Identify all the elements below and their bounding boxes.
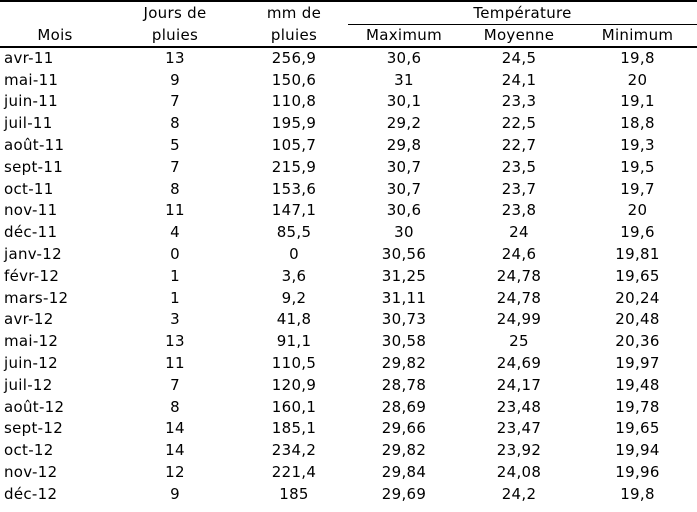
cell-temp-moyenne: 23,7 [501, 179, 537, 198]
cell-mm-pluies: 147,1 [271, 201, 317, 220]
cell-mois: nov-12 [4, 463, 58, 482]
cell-temp-moyenne: 24,2 [501, 484, 537, 503]
header-maximum: Maximum [348, 24, 460, 47]
cell-temp-maximum: 30,6 [386, 49, 422, 68]
cell-temp-minimum: 19,7 [620, 179, 655, 198]
cell-temp-minimum: 20,36 [615, 332, 660, 351]
cell-jours-pluies: 5 [170, 136, 180, 155]
cell-jours-pluies: 1 [170, 288, 180, 307]
table-row [0, 352, 697, 374]
cell-mm-pluies: 105,7 [271, 136, 317, 155]
cell-temp-minimum: 19,65 [615, 266, 660, 285]
cell-temp-maximum: 30,56 [381, 245, 427, 264]
cell-mm-pluies: 110,8 [271, 92, 317, 111]
cell-jours-pluies: 14 [165, 441, 185, 460]
cell-jours-pluies: 7 [170, 92, 180, 111]
cell-temp-minimum: 19,78 [615, 397, 660, 416]
cell-temp-minimum: 20 [627, 201, 648, 220]
cell-mois: mars-12 [4, 288, 69, 307]
cell-mm-pluies: 0 [289, 245, 299, 264]
cell-jours-pluies: 9 [170, 70, 180, 89]
cell-jours-pluies: 14 [165, 419, 185, 438]
cell-temp-moyenne: 23,92 [496, 441, 542, 460]
header-row-bottom [0, 24, 697, 47]
table-row [0, 156, 697, 178]
table-row [0, 439, 697, 461]
cell-temp-minimum: 19,5 [620, 157, 655, 176]
cell-temp-maximum: 29,69 [381, 484, 427, 503]
cell-temp-moyenne: 24,78 [496, 266, 542, 285]
cell-mm-pluies: 91,1 [276, 332, 312, 351]
table-row [0, 91, 697, 113]
cell-mm-pluies: 215,9 [271, 157, 317, 176]
cell-mm-pluies: 85,5 [276, 223, 312, 242]
header-row-top [0, 1, 697, 24]
cell-temp-moyenne: 24,17 [496, 375, 542, 394]
cell-mm-pluies: 41,8 [276, 310, 312, 329]
cell-temp-maximum: 29,66 [381, 419, 427, 438]
cell-mm-pluies: 9,2 [281, 288, 307, 307]
cell-jours-pluies: 0 [170, 245, 180, 264]
cell-temp-maximum: 29,82 [381, 441, 427, 460]
table-row [0, 112, 697, 134]
cell-mois: févr-12 [4, 266, 60, 285]
cell-temp-maximum: 30 [394, 223, 414, 242]
cell-jours-pluies: 8 [170, 114, 180, 133]
header-mm-pluies: pluies [240, 24, 348, 47]
table-row [0, 178, 697, 200]
header-jours-pluies: pluies [110, 24, 240, 47]
cell-temp-maximum: 29,2 [386, 114, 422, 133]
table-row [0, 243, 697, 265]
header-temperature: Température [348, 1, 697, 24]
cell-temp-maximum: 30,1 [386, 92, 422, 111]
cell-mm-pluies: 234,2 [271, 441, 317, 460]
cell-mm-pluies: 160,1 [271, 397, 317, 416]
cell-temp-minimum: 19,6 [620, 223, 655, 242]
cell-temp-minimum: 19,94 [615, 441, 660, 460]
cell-temp-moyenne: 23,47 [496, 419, 542, 438]
cell-temp-minimum: 19,97 [615, 354, 660, 373]
table-row [0, 461, 697, 483]
cell-temp-maximum: 28,78 [381, 375, 427, 394]
cell-temp-maximum: 30,7 [386, 157, 422, 176]
cell-mm-pluies: 120,9 [271, 375, 317, 394]
table-row [0, 330, 697, 352]
cell-temp-minimum: 19,3 [620, 136, 655, 155]
cell-mois: nov-11 [4, 201, 58, 220]
cell-mm-pluies: 185 [279, 484, 309, 503]
table-body [0, 47, 697, 505]
table-row [0, 265, 697, 287]
cell-temp-minimum: 20 [627, 70, 648, 89]
table-row [0, 69, 697, 91]
table-row [0, 200, 697, 222]
table-row [0, 309, 697, 331]
cell-jours-pluies: 12 [165, 463, 185, 482]
cell-temp-moyenne: 23,3 [501, 92, 537, 111]
cell-mm-pluies: 150,6 [271, 70, 317, 89]
cell-mm-pluies: 3,6 [281, 266, 307, 285]
cell-mois: oct-11 [4, 179, 54, 198]
cell-jours-pluies: 11 [165, 201, 185, 220]
cell-temp-moyenne: 24,08 [496, 463, 542, 482]
cell-temp-minimum: 19,81 [615, 245, 660, 264]
cell-jours-pluies: 13 [165, 49, 185, 68]
cell-mois: août-12 [4, 397, 65, 416]
cell-temp-moyenne: 24,6 [501, 245, 537, 264]
cell-mois: juin-12 [4, 354, 58, 373]
cell-temp-moyenne: 22,7 [501, 136, 537, 155]
cell-temp-moyenne: 24 [509, 223, 529, 242]
header-minimum: Minimum [578, 24, 697, 47]
table-row [0, 47, 697, 69]
cell-mm-pluies: 221,4 [271, 463, 317, 482]
cell-mois: mai-12 [4, 332, 59, 351]
cell-temp-minimum: 19,8 [620, 49, 655, 68]
cell-temp-minimum: 19,1 [620, 92, 655, 111]
cell-temp-minimum: 19,65 [615, 419, 660, 438]
cell-temp-maximum: 29,8 [386, 136, 422, 155]
cell-temp-moyenne: 24,1 [501, 70, 537, 89]
cell-jours-pluies: 7 [170, 375, 180, 394]
cell-temp-maximum: 29,84 [381, 463, 427, 482]
header-moyenne: Moyenne [460, 24, 578, 47]
cell-temp-moyenne: 24,78 [496, 288, 542, 307]
cell-mois: mai-11 [4, 70, 59, 89]
cell-mois: oct-12 [4, 441, 54, 460]
cell-temp-maximum: 28,69 [381, 397, 427, 416]
cell-temp-maximum: 29,82 [381, 354, 427, 373]
cell-mois: déc-12 [4, 484, 58, 503]
cell-mm-pluies: 153,6 [271, 179, 317, 198]
cell-mm-pluies: 185,1 [271, 419, 317, 438]
cell-temp-moyenne: 25 [509, 332, 529, 351]
cell-mois: avr-11 [4, 49, 54, 68]
cell-jours-pluies: 11 [165, 354, 185, 373]
header-mois: Mois [0, 24, 110, 47]
cell-temp-minimum: 20,48 [615, 310, 660, 329]
cell-temp-maximum: 31,25 [381, 266, 427, 285]
table-row [0, 134, 697, 156]
cell-temp-maximum: 31,11 [381, 288, 427, 307]
cell-temp-maximum: 30,7 [386, 179, 422, 198]
cell-jours-pluies: 7 [170, 157, 180, 176]
cell-temp-moyenne: 24,5 [501, 49, 537, 68]
cell-mm-pluies: 256,9 [271, 49, 317, 68]
table-row [0, 418, 697, 440]
cell-jours-pluies: 4 [170, 223, 180, 242]
cell-temp-maximum: 31 [394, 70, 414, 89]
cell-jours-pluies: 13 [165, 332, 185, 351]
header-mois-spacer [0, 1, 110, 24]
table-row [0, 396, 697, 418]
cell-temp-moyenne: 23,8 [501, 201, 537, 220]
cell-mois: juil-12 [4, 375, 53, 394]
table-row [0, 374, 697, 396]
cell-jours-pluies: 3 [170, 310, 180, 329]
cell-mois: janv-12 [4, 245, 62, 264]
cell-mm-pluies: 110,5 [271, 354, 317, 373]
table-row [0, 287, 697, 309]
cell-jours-pluies: 9 [170, 484, 180, 503]
cell-mois: avr-12 [4, 310, 54, 329]
cell-jours-pluies: 8 [170, 179, 180, 198]
cell-temp-moyenne: 24,69 [496, 354, 542, 373]
cell-mois: sept-11 [4, 157, 64, 176]
table-row [0, 483, 697, 505]
cell-temp-minimum: 18,8 [620, 114, 655, 133]
cell-mois: juil-11 [4, 114, 53, 133]
cell-temp-maximum: 30,58 [381, 332, 427, 351]
cell-mois: déc-11 [4, 223, 58, 242]
cell-temp-maximum: 30,73 [381, 310, 427, 329]
cell-temp-maximum: 30,6 [386, 201, 422, 220]
cell-mois: juin-11 [4, 92, 58, 111]
header-jours-de: Jours de [143, 4, 207, 22]
cell-temp-moyenne: 24,99 [496, 310, 542, 329]
cell-temp-moyenne: 23,5 [501, 157, 537, 176]
header-mm-de: mm de [266, 4, 322, 22]
cell-temp-moyenne: 23,48 [496, 397, 542, 416]
cell-temp-moyenne: 22,5 [501, 114, 537, 133]
cell-temp-minimum: 19,48 [615, 375, 660, 394]
cell-mm-pluies: 195,9 [271, 114, 317, 133]
cell-temp-minimum: 20,24 [615, 288, 660, 307]
cell-mois: sept-12 [4, 419, 64, 438]
cell-temp-minimum: 19,8 [620, 484, 655, 503]
cell-mois: août-11 [4, 136, 65, 155]
cell-temp-minimum: 19,96 [615, 463, 660, 482]
table-row [0, 221, 697, 243]
cell-jours-pluies: 1 [170, 266, 180, 285]
cell-jours-pluies: 8 [170, 397, 180, 416]
